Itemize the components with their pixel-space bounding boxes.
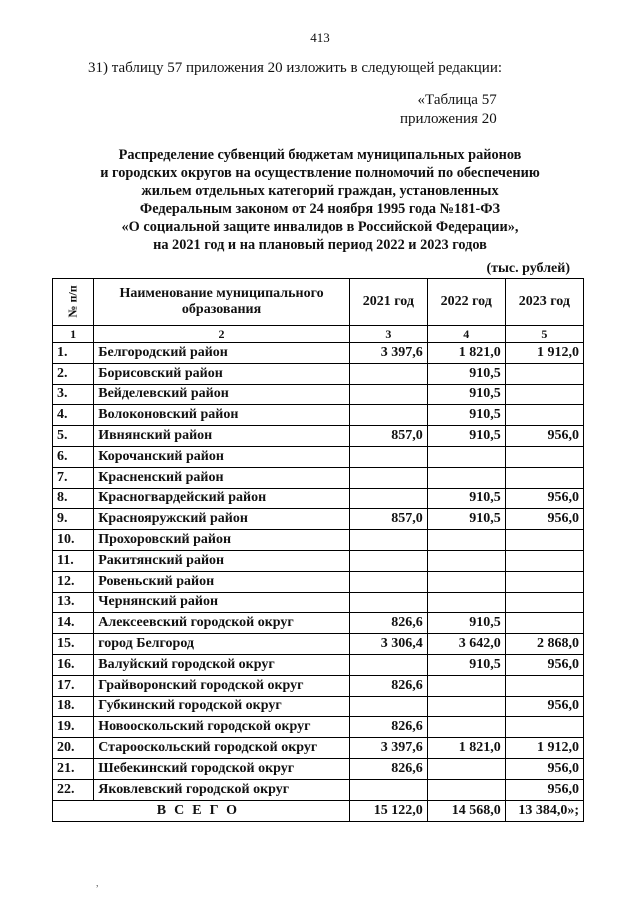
- table-row: [53, 571, 584, 592]
- table-reference-line2: приложения 20: [400, 111, 497, 127]
- row-value-2023: [505, 446, 583, 467]
- table-row: [53, 654, 584, 675]
- row-number: 2.: [53, 363, 94, 384]
- row-value-2023: 2 868,0: [505, 634, 583, 655]
- row-name: Прохоровский район: [94, 530, 350, 551]
- row-value-2021: [349, 592, 427, 613]
- row-number: 9.: [53, 509, 94, 530]
- row-value-2023: 956,0: [505, 779, 583, 800]
- header-row: [53, 279, 584, 326]
- row-value-2023: 1 912,0: [505, 343, 583, 364]
- total-label: ВСЕГО: [53, 800, 350, 821]
- column-index-row: [53, 326, 584, 343]
- table-row: [53, 343, 584, 364]
- table-row: [53, 467, 584, 488]
- title-line: на 2021 год и на плановый период 2022 и 2023 годов: [153, 237, 487, 253]
- row-name: Ровеньский район: [94, 571, 350, 592]
- row-name: город Белгород: [94, 634, 350, 655]
- row-value-2021: 857,0: [349, 509, 427, 530]
- row-value-2022: 3 642,0: [427, 634, 505, 655]
- table-row: [53, 509, 584, 530]
- row-number: 16.: [53, 654, 94, 675]
- title-line: и городских округов на осуществление полномочий по обеспечению: [100, 165, 540, 181]
- row-number: 14.: [53, 613, 94, 634]
- row-value-2021: [349, 405, 427, 426]
- row-value-2021: [349, 488, 427, 509]
- row-value-2021: 826,6: [349, 758, 427, 779]
- table-row: [53, 446, 584, 467]
- header-2022: 2022 год: [427, 279, 505, 326]
- table-row: [53, 675, 584, 696]
- row-number: 21.: [53, 758, 94, 779]
- row-number: 15.: [53, 634, 94, 655]
- row-value-2021: 826,6: [349, 717, 427, 738]
- column-index: 3: [349, 326, 427, 343]
- row-name: Валуйский городской округ: [94, 654, 350, 675]
- header-name: Наименование муниципального образования: [94, 279, 350, 326]
- row-value-2021: [349, 550, 427, 571]
- row-value-2023: 956,0: [505, 654, 583, 675]
- column-index: 5: [505, 326, 583, 343]
- total-2022: 14 568,0: [427, 800, 505, 821]
- row-value-2021: 826,6: [349, 613, 427, 634]
- table-reference: [400, 91, 497, 129]
- table-row: [53, 738, 584, 759]
- row-number: 6.: [53, 446, 94, 467]
- row-value-2022: [427, 675, 505, 696]
- row-name: Шебекинский городской округ: [94, 758, 350, 779]
- total-2023: 13 384,0»;: [505, 800, 583, 821]
- row-number: 12.: [53, 571, 94, 592]
- page-number: 413: [310, 30, 330, 45]
- row-number: 5.: [53, 426, 94, 447]
- row-value-2022: 910,5: [427, 426, 505, 447]
- row-value-2023: [505, 467, 583, 488]
- row-number: 19.: [53, 717, 94, 738]
- row-value-2023: [505, 613, 583, 634]
- row-value-2021: 826,6: [349, 675, 427, 696]
- row-value-2023: 956,0: [505, 426, 583, 447]
- row-name: Борисовский район: [94, 363, 350, 384]
- title-line: жильем отдельных категорий граждан, установленных: [141, 183, 499, 199]
- row-value-2022: [427, 571, 505, 592]
- row-value-2021: [349, 654, 427, 675]
- table-reference-line1: «Таблица 57: [417, 92, 497, 108]
- row-name: Губкинский городской округ: [94, 696, 350, 717]
- row-name: Краснояружский район: [94, 509, 350, 530]
- row-value-2021: [349, 446, 427, 467]
- table-row: [53, 426, 584, 447]
- row-value-2023: [505, 384, 583, 405]
- row-name: Вейделевский район: [94, 384, 350, 405]
- total-2021: 15 122,0: [349, 800, 427, 821]
- table-row: [53, 779, 584, 800]
- table-row: [53, 634, 584, 655]
- row-name: Белгородский район: [94, 343, 350, 364]
- row-number: 22.: [53, 779, 94, 800]
- row-number: 10.: [53, 530, 94, 551]
- row-name: Ракитянский район: [94, 550, 350, 571]
- row-number: 11.: [53, 550, 94, 571]
- row-value-2022: 910,5: [427, 509, 505, 530]
- subvention-table: [52, 278, 584, 822]
- row-value-2023: [505, 363, 583, 384]
- row-value-2023: 956,0: [505, 696, 583, 717]
- row-name: Чернянский район: [94, 592, 350, 613]
- row-value-2022: [427, 446, 505, 467]
- row-number: 7.: [53, 467, 94, 488]
- title-line: «О социальной защите инвалидов в Российской Федерации»,: [121, 219, 519, 235]
- row-number: 18.: [53, 696, 94, 717]
- row-value-2023: 956,0: [505, 758, 583, 779]
- table-row: [53, 363, 584, 384]
- row-value-2021: [349, 571, 427, 592]
- row-value-2022: 910,5: [427, 405, 505, 426]
- scan-mark: ,: [96, 878, 99, 889]
- row-name: Старооскольский городской округ: [94, 738, 350, 759]
- row-value-2023: [505, 571, 583, 592]
- row-value-2023: [505, 675, 583, 696]
- column-index: 4: [427, 326, 505, 343]
- row-value-2023: [505, 530, 583, 551]
- title-line: Федеральным законом от 24 ноября 1995 года №181-ФЗ: [139, 201, 501, 217]
- table-row: [53, 405, 584, 426]
- row-value-2022: 910,5: [427, 384, 505, 405]
- row-value-2021: [349, 530, 427, 551]
- table-row: [53, 550, 584, 571]
- row-number: 4.: [53, 405, 94, 426]
- row-value-2022: 910,5: [427, 363, 505, 384]
- row-value-2021: 3 397,6: [349, 738, 427, 759]
- row-number: 17.: [53, 675, 94, 696]
- row-value-2022: 1 821,0: [427, 738, 505, 759]
- row-value-2022: 1 821,0: [427, 343, 505, 364]
- row-value-2022: [427, 530, 505, 551]
- row-name: Красненский район: [94, 467, 350, 488]
- document-title: [40, 146, 600, 254]
- row-value-2022: [427, 467, 505, 488]
- table-row: [53, 384, 584, 405]
- row-name: Волоконовский район: [94, 405, 350, 426]
- title-line: Распределение субвенций бюджетам муниципальных районов: [118, 147, 522, 163]
- row-value-2023: [505, 550, 583, 571]
- row-value-2021: [349, 384, 427, 405]
- row-value-2023: [505, 717, 583, 738]
- row-name: Грайворонский городской округ: [94, 675, 350, 696]
- intro-text: 31) таблицу 57 приложения 20 изложить в следующей редакции:: [88, 60, 503, 76]
- row-value-2021: [349, 696, 427, 717]
- row-value-2023: 956,0: [505, 509, 583, 530]
- row-value-2023: [505, 405, 583, 426]
- row-name: Новооскольский городской округ: [94, 717, 350, 738]
- table-row: [53, 613, 584, 634]
- units-label: (тыс. рублей): [486, 261, 570, 276]
- row-name: Красногвардейский район: [94, 488, 350, 509]
- total-row: [53, 800, 584, 821]
- row-value-2021: 857,0: [349, 426, 427, 447]
- table-row: [53, 717, 584, 738]
- row-number: 1.: [53, 343, 94, 364]
- table-row: [53, 488, 584, 509]
- row-value-2021: 3 306,4: [349, 634, 427, 655]
- row-value-2022: [427, 592, 505, 613]
- row-number: 3.: [53, 384, 94, 405]
- row-number: 20.: [53, 738, 94, 759]
- row-value-2022: [427, 550, 505, 571]
- row-value-2022: 910,5: [427, 613, 505, 634]
- column-index: 1: [53, 326, 94, 343]
- row-value-2023: 956,0: [505, 488, 583, 509]
- row-value-2022: [427, 779, 505, 800]
- column-index: 2: [94, 326, 350, 343]
- row-number: 8.: [53, 488, 94, 509]
- row-value-2023: 1 912,0: [505, 738, 583, 759]
- row-value-2021: 3 397,6: [349, 343, 427, 364]
- header-2021: 2021 год: [349, 279, 427, 326]
- header-2023: 2023 год: [505, 279, 583, 326]
- row-name: Корочанский район: [94, 446, 350, 467]
- row-number: 13.: [53, 592, 94, 613]
- row-value-2022: [427, 696, 505, 717]
- row-value-2021: [349, 467, 427, 488]
- row-value-2022: 910,5: [427, 654, 505, 675]
- header-num: № п/п: [53, 279, 94, 326]
- row-name: Ивнянский район: [94, 426, 350, 447]
- row-value-2022: [427, 758, 505, 779]
- row-value-2021: [349, 779, 427, 800]
- row-value-2022: [427, 717, 505, 738]
- row-value-2021: [349, 363, 427, 384]
- row-value-2023: [505, 592, 583, 613]
- table-row: [53, 592, 584, 613]
- table-row: [53, 758, 584, 779]
- table-row: [53, 696, 584, 717]
- table-row: [53, 530, 584, 551]
- row-name: Яковлевский городской округ: [94, 779, 350, 800]
- row-name: Алексеевский городской округ: [94, 613, 350, 634]
- row-value-2022: 910,5: [427, 488, 505, 509]
